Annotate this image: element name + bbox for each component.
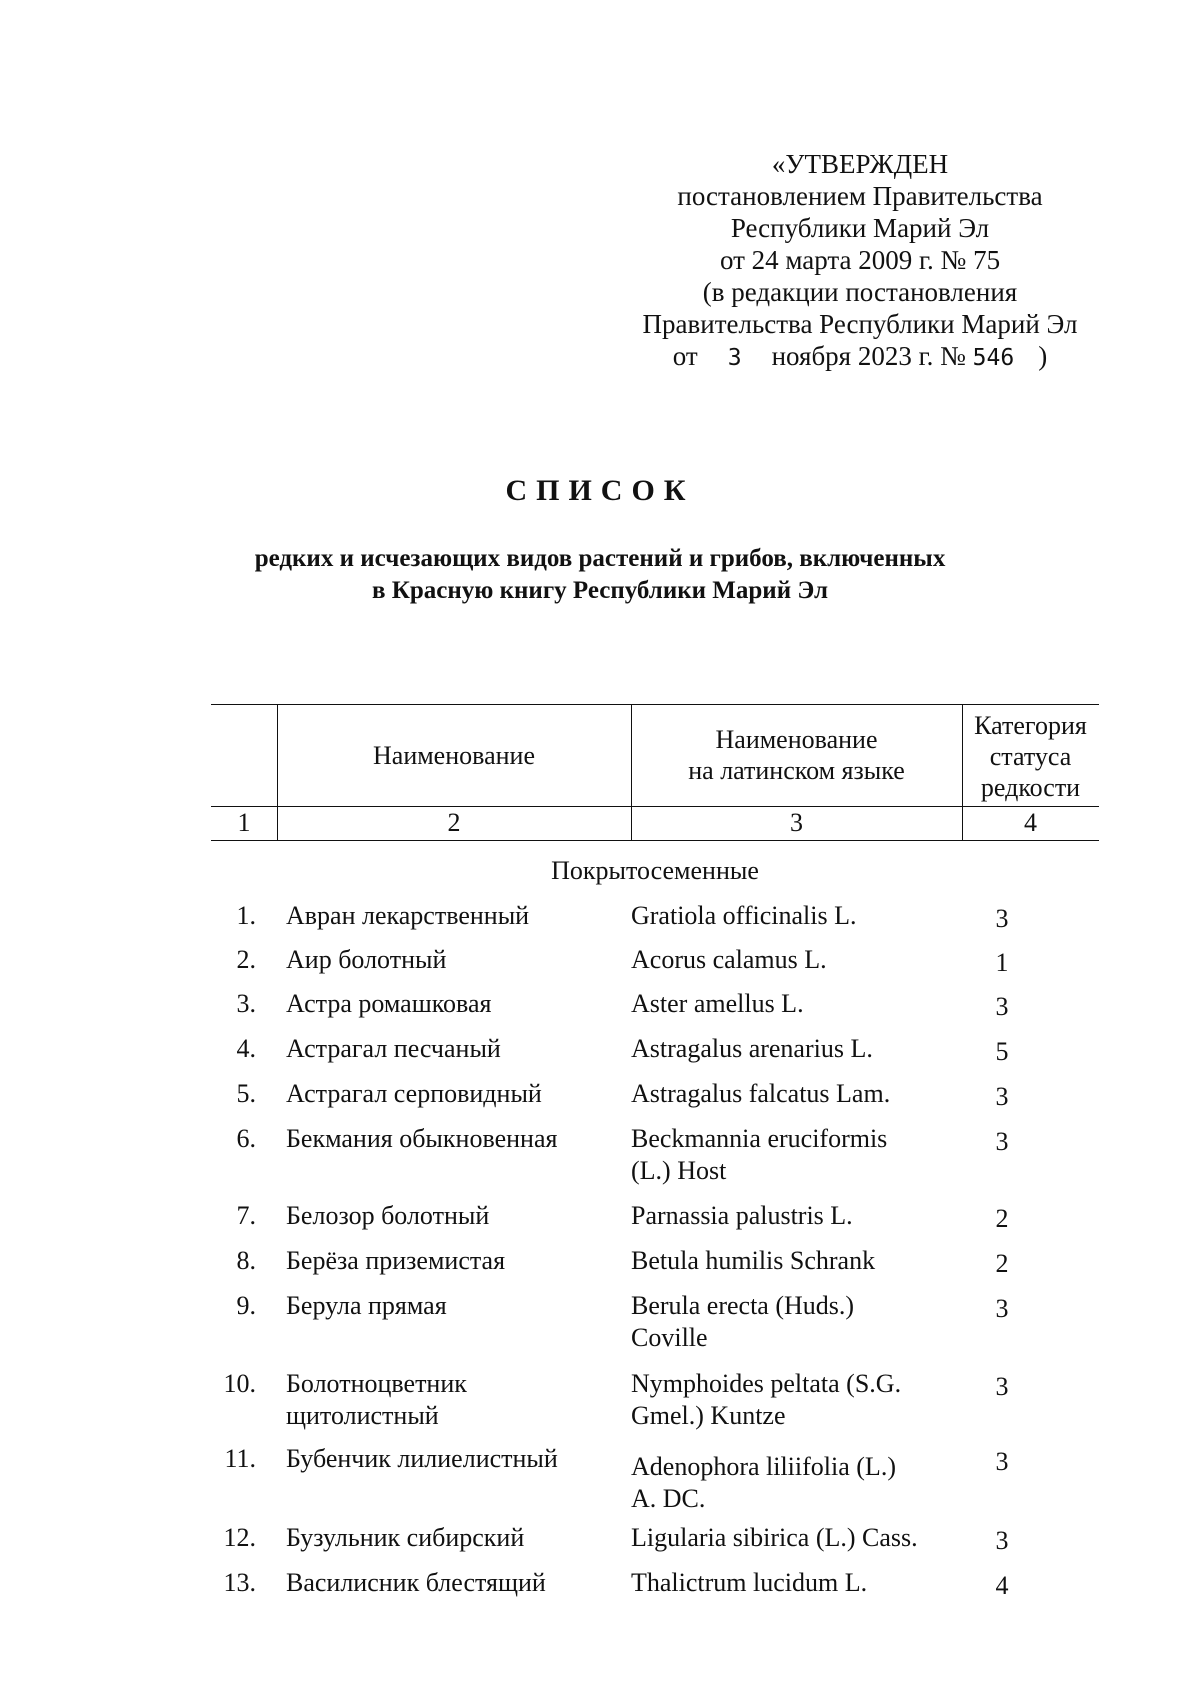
row-latin bbox=[631, 1290, 951, 1354]
row-name-line: Болотноцветник bbox=[286, 1369, 467, 1398]
document-title: СПИСОК bbox=[505, 474, 695, 507]
section-heading: Покрытосеменные bbox=[551, 856, 759, 885]
document-subtitle bbox=[0, 543, 1200, 607]
row-latin bbox=[631, 1451, 951, 1515]
row-latin-line: Beckmannia eruciformis bbox=[631, 1124, 888, 1153]
header-col-category-line-2: статуса bbox=[989, 741, 1072, 771]
approval-line-7 bbox=[620, 340, 1100, 374]
approval-line-4: от 24 марта 2009 г. № 75 bbox=[719, 245, 1001, 275]
row-number: 4. bbox=[236, 1034, 256, 1063]
row-name-line: Авран лекарственный bbox=[286, 901, 530, 930]
header-col-category bbox=[962, 704, 1099, 808]
row-number: 9. bbox=[236, 1291, 256, 1320]
row-latin bbox=[631, 1123, 951, 1187]
row-name bbox=[286, 900, 616, 932]
row-number: 13. bbox=[223, 1568, 256, 1597]
row-name-line: Бузульник сибирский bbox=[286, 1523, 525, 1552]
row-category: 3 bbox=[995, 1294, 1009, 1323]
row-category: 2 bbox=[995, 1204, 1009, 1233]
row-latin-line: Berula erecta (Huds.) bbox=[631, 1291, 855, 1320]
row-latin-line: Ligularia sibirica (L.) Cass. bbox=[631, 1523, 918, 1552]
approval-ot: от bbox=[672, 341, 698, 371]
row-name-line: Василисник блестящий bbox=[286, 1568, 546, 1597]
row-name bbox=[286, 944, 616, 976]
row-latin-line: Parnassia palustris L. bbox=[631, 1201, 853, 1230]
table-header bbox=[211, 704, 1099, 840]
row-name-line: Астрагал серповидный bbox=[286, 1079, 542, 1108]
row-latin bbox=[631, 988, 951, 1020]
row-name-line: Астрагал песчаный bbox=[286, 1034, 501, 1063]
header-col-category-line-3: редкости bbox=[980, 772, 1081, 802]
row-latin-line: Acorus calamus L. bbox=[631, 945, 827, 974]
row-number: 6. bbox=[236, 1124, 256, 1153]
header-col-latin bbox=[631, 704, 962, 806]
row-latin-line: Adenophora liliifolia (L.) bbox=[631, 1452, 896, 1481]
row-latin bbox=[631, 1078, 951, 1110]
row-category: 3 bbox=[995, 1447, 1009, 1476]
row-name-line: Берёза приземистая bbox=[286, 1246, 506, 1275]
row-name-line: Белозор болотный bbox=[286, 1201, 490, 1230]
approval-line-2: постановлением Правительства bbox=[677, 181, 1043, 211]
header-col-category-line-1: Категория bbox=[974, 710, 1087, 740]
header-bottom-rule bbox=[211, 840, 1099, 841]
header-col-latin-line-2: на латинском языке bbox=[688, 756, 905, 785]
row-latin bbox=[631, 1368, 951, 1432]
row-name bbox=[286, 1290, 616, 1322]
row-category: 3 bbox=[995, 1526, 1009, 1555]
row-name bbox=[286, 1033, 616, 1065]
row-latin-line: Aster amellus L. bbox=[631, 989, 804, 1018]
row-category: 3 bbox=[995, 1127, 1009, 1156]
row-number: 5. bbox=[236, 1079, 256, 1108]
row-latin-line: A. DC. bbox=[631, 1484, 706, 1513]
row-category: 2 bbox=[995, 1249, 1009, 1278]
row-latin bbox=[631, 1522, 951, 1554]
row-name-line: щитолистный bbox=[286, 1401, 439, 1430]
row-name bbox=[286, 1123, 616, 1155]
approval-stamp-block bbox=[620, 148, 1100, 374]
row-latin bbox=[631, 1245, 951, 1277]
row-category: 3 bbox=[995, 904, 1009, 933]
row-name bbox=[286, 1443, 616, 1475]
row-category: 4 bbox=[995, 1571, 1009, 1600]
approval-day: 3 bbox=[727, 345, 742, 371]
row-name bbox=[286, 1522, 616, 1554]
approval-line-6: Правительства Республики Марий Эл bbox=[642, 309, 1078, 339]
row-name bbox=[286, 1245, 616, 1277]
row-number: 8. bbox=[236, 1246, 256, 1275]
row-name bbox=[286, 988, 616, 1020]
header-number-4: 4 bbox=[1024, 808, 1037, 837]
row-name bbox=[286, 1368, 616, 1432]
row-name-line: Бекмания обыкновенная bbox=[286, 1124, 558, 1153]
row-latin-line: Coville bbox=[631, 1323, 708, 1352]
row-latin bbox=[631, 900, 951, 932]
header-col-name-line: Наименование bbox=[373, 740, 535, 770]
row-latin bbox=[631, 944, 951, 976]
row-name bbox=[286, 1078, 616, 1110]
row-number: 7. bbox=[236, 1201, 256, 1230]
row-latin-line: Nymphoides peltata (S.G. bbox=[631, 1369, 902, 1398]
header-col-name bbox=[277, 704, 631, 806]
row-latin-line: Thalictrum lucidum L. bbox=[631, 1568, 868, 1597]
row-category: 3 bbox=[995, 1372, 1009, 1401]
row-latin-line: Gratiola officinalis L. bbox=[631, 901, 857, 930]
row-name-line: Астра ромашковая bbox=[286, 989, 492, 1018]
row-name-line: Аир болотный bbox=[286, 945, 447, 974]
header-col-latin-line-1: Наименование bbox=[715, 725, 878, 754]
row-latin-line: (L.) Host bbox=[631, 1156, 727, 1185]
row-latin-line: Betula humilis Schrank bbox=[631, 1246, 876, 1275]
approval-line-5: (в редакции постановления bbox=[702, 277, 1018, 307]
row-latin-line: Gmel.) Kuntze bbox=[631, 1401, 786, 1430]
subtitle-line-1: редких и исчезающих видов растений и грибов, включенных bbox=[254, 545, 946, 572]
row-latin bbox=[631, 1200, 951, 1232]
approval-line-1: «УТВЕРЖДЕН bbox=[771, 149, 949, 179]
row-latin bbox=[631, 1033, 951, 1065]
row-name-line: Бубенчик лилиелистный bbox=[286, 1444, 558, 1473]
header-number-3: 3 bbox=[790, 808, 803, 837]
approval-month-year: ноября 2023 г. № bbox=[771, 341, 966, 371]
header-number-1: 1 bbox=[237, 808, 251, 837]
subtitle-line-2: в Красную книгу Республики Марий Эл bbox=[371, 577, 829, 604]
row-number: 3. bbox=[236, 989, 256, 1018]
row-number: 1. bbox=[236, 901, 256, 930]
header-number-2: 2 bbox=[447, 808, 461, 837]
row-category: 3 bbox=[995, 1082, 1009, 1111]
row-number: 11. bbox=[224, 1444, 256, 1473]
row-latin-line: Astragalus falcatus Lam. bbox=[631, 1079, 891, 1108]
row-latin-line: Astragalus arenarius L. bbox=[631, 1034, 873, 1063]
row-latin bbox=[631, 1567, 951, 1599]
row-number: 10. bbox=[223, 1369, 256, 1398]
row-name bbox=[286, 1567, 616, 1599]
approval-line-3: Республики Марий Эл bbox=[730, 213, 990, 243]
row-name bbox=[286, 1200, 616, 1232]
row-category: 5 bbox=[995, 1037, 1009, 1066]
row-name-line: Берула прямая bbox=[286, 1291, 447, 1320]
row-number: 2. bbox=[236, 945, 256, 974]
row-number: 12. bbox=[223, 1523, 256, 1552]
approval-close-paren: ) bbox=[1038, 341, 1048, 371]
row-category: 3 bbox=[995, 992, 1009, 1021]
approval-number: 546 bbox=[972, 345, 1015, 371]
row-category: 1 bbox=[995, 948, 1009, 977]
